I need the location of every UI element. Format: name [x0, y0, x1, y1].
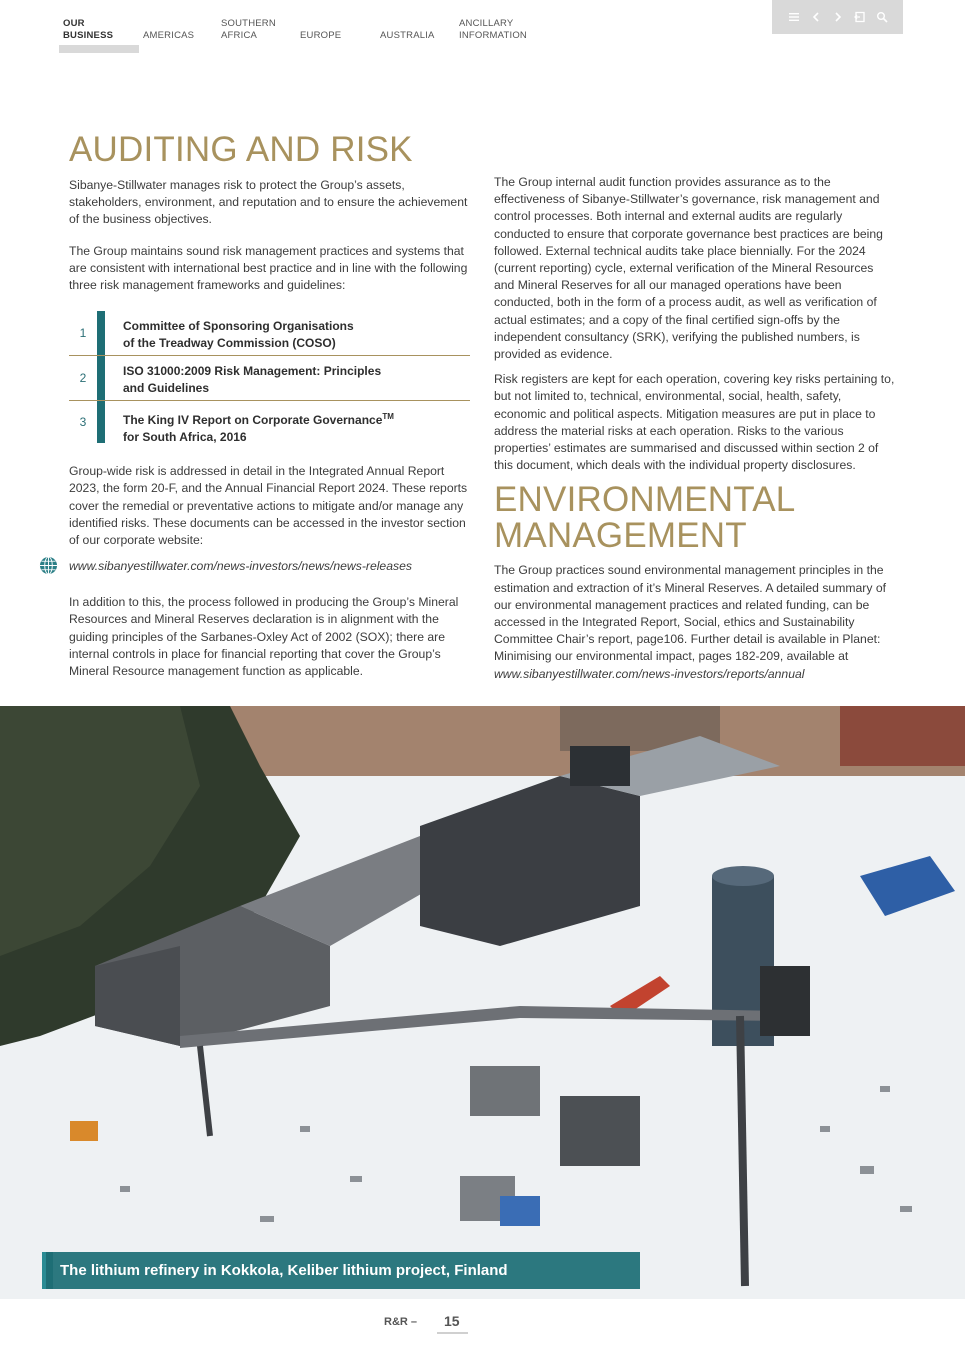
framework-line-1-text: The King IV Report on Corporate Governance: [123, 413, 383, 428]
nav-item-label-bottom: AFRICA: [221, 30, 258, 41]
nav-item-europe[interactable]: [300, 30, 341, 42]
auditing-para-1: Sibanye-Stillwater manages risk to protect the Group’s assets, stakeholders, environment, and reputation and to ensure the achievement of the business objectives.: [69, 178, 468, 227]
auditing-para-5: The Group internal audit function provides assurance as to the effectiveness of Sibanye-Stillwater’s governance, risk management and control processes. Both internal and external audits are regularly conducted to ensure that corporate governance best practices are being followed. External technical audits take place biennially. For the 2024 (current reporting) cycle, external verification of the Mineral Resources and Mineral Reserves for all our managed operations have been conducted, both in the form of a process audit, as well as verification of actual estimates; and a copy of the final certified sign-offs by the independent consultancy (SRK), verifying the published numbers, is provided as evidence.: [494, 175, 883, 362]
framework-number: 2: [79, 371, 87, 386]
framework-line-2: for South Africa, 2016: [123, 430, 247, 445]
framework-text: [105, 401, 394, 443]
nav-item-label-top: OUR: [63, 18, 85, 29]
globe-icon: [39, 556, 58, 575]
framework-item: [69, 401, 470, 443]
nav-item-our-business[interactable]: [63, 18, 113, 42]
photo-caption-text: The lithium refinery in Kokkola, Keliber lithium project, Finland: [60, 1262, 508, 1279]
left-column: [69, 132, 471, 680]
framework-line-1: Committee of Sponsoring Organisations: [123, 319, 354, 334]
framework-item: [69, 311, 470, 356]
frameworks-list: [69, 311, 470, 443]
nav-item-australia[interactable]: [380, 30, 435, 42]
nav-item-label-bottom: EUROPE: [300, 30, 342, 41]
framework-text: [105, 356, 381, 400]
framework-number: 3: [79, 415, 87, 430]
refinery-aerial-image: [0, 706, 965, 1299]
top-navigation: [63, 18, 583, 54]
footer-label: R&R –: [384, 1316, 418, 1328]
framework-text: [105, 311, 354, 355]
nav-item-label-top: ANCILLARY: [459, 18, 514, 29]
weblink-row: [69, 557, 471, 574]
framework-bar: [97, 401, 105, 443]
photo-caption-box: [53, 1252, 640, 1289]
auditing-para-2: The Group maintains sound risk management practices and systems that are consistent with international best practice and in line with the following three risk management frameworks and guidelines:: [69, 243, 468, 293]
auditing-title: AUDITING AND RISK: [69, 130, 413, 169]
environmental-title-line-2: MANAGEMENT: [494, 516, 747, 556]
menu-icon[interactable]: [788, 10, 800, 24]
auditing-para-4: In addition to this, the process followed in producing the Group’s Mineral Resources and Mineral Reserves declaration is in alignment with the guiding principles of the Sarbanes-Oxley Act of 2002 (SOX); there are internal controls in place for financial reporting that cover the Group’s Mineral Resource management function as applicable.: [69, 595, 459, 679]
environmental-para: [494, 562, 896, 682]
environmental-para-text: The Group practices sound environmental management principles in the estimation and extraction of it’s Mineral Reserves. A detailed summary of our environmental management practices and related funding, can be accessed in the Integrated Report, Social, ethics and Sustainability Committee Chair’s report, page106. Further detail is available in Planet: Minimising our environmental impact, pages 182-209, available at: [494, 563, 886, 664]
environmental-title-line-1: ENVIRONMENTAL: [494, 480, 796, 520]
framework-line-2: and Guidelines: [123, 381, 210, 396]
page-number: 15: [444, 1313, 460, 1329]
nav-item-label-bottom: INFORMATION: [459, 30, 527, 41]
trademark-superscript: TM: [382, 412, 394, 422]
framework-line-1: ISO 31000:2009 Risk Management: Principles: [123, 364, 382, 379]
chevron-left-icon[interactable]: [810, 10, 822, 24]
nav-item-label-bottom: AUSTRALIA: [380, 30, 435, 41]
nav-item-ancillary-information[interactable]: [459, 18, 527, 42]
auditing-para-3: Group-wide risk is addressed in detail in the Integrated Annual Report 2023, the form 20-F, and the Annual Financial Report 2024. These reports cover the remedial or preventative actions to mitigate and/or manage any identified risks. These documents can be accessed in the investor section of our corporate website:: [69, 464, 468, 548]
nav-item-label-top: SOUTHERN: [221, 18, 276, 29]
active-nav-indicator: [59, 45, 139, 53]
right-column: [494, 174, 896, 683]
framework-line-1: [123, 408, 394, 429]
framework-number: 1: [79, 326, 87, 341]
nav-item-label-bottom: BUSINESS: [63, 30, 114, 41]
framework-bar: [97, 311, 105, 355]
page-footer: [0, 1312, 965, 1336]
return-icon[interactable]: [854, 10, 866, 24]
auditing-para-6: Risk registers are kept for each operation, covering key risks pertaining to, but not limited to, technical, environmental, social, health, safety, economic and political aspects. Mitigation measures are put in place to address the material risks at each operation. Risks to the various properties’ estimates are summarised and discussed within section 2 of this document, which deals with the individual property disclosures.: [494, 372, 895, 473]
search-icon[interactable]: [876, 10, 888, 24]
annual-reports-link[interactable]: www.sibanyestillwater.com/news-investors/reports/annual: [494, 666, 805, 681]
nav-item-label-bottom: AMERICAS: [143, 30, 195, 41]
nav-item-americas[interactable]: [143, 30, 194, 42]
nav-item-southern-africa[interactable]: [221, 18, 276, 42]
page-number-underline: [437, 1332, 468, 1334]
environmental-title: [494, 482, 896, 554]
refinery-photo: [0, 706, 965, 1299]
investor-news-link[interactable]: www.sibanyestillwater.com/news-investors/news/news-releases: [69, 559, 412, 574]
framework-bar: [97, 356, 105, 400]
document-toolbar: [772, 0, 903, 34]
photo-caption: [42, 1252, 640, 1289]
chevron-right-icon[interactable]: [832, 10, 844, 24]
framework-item: [69, 356, 470, 401]
framework-line-2: of the Treadway Commission (COSO): [123, 336, 336, 351]
